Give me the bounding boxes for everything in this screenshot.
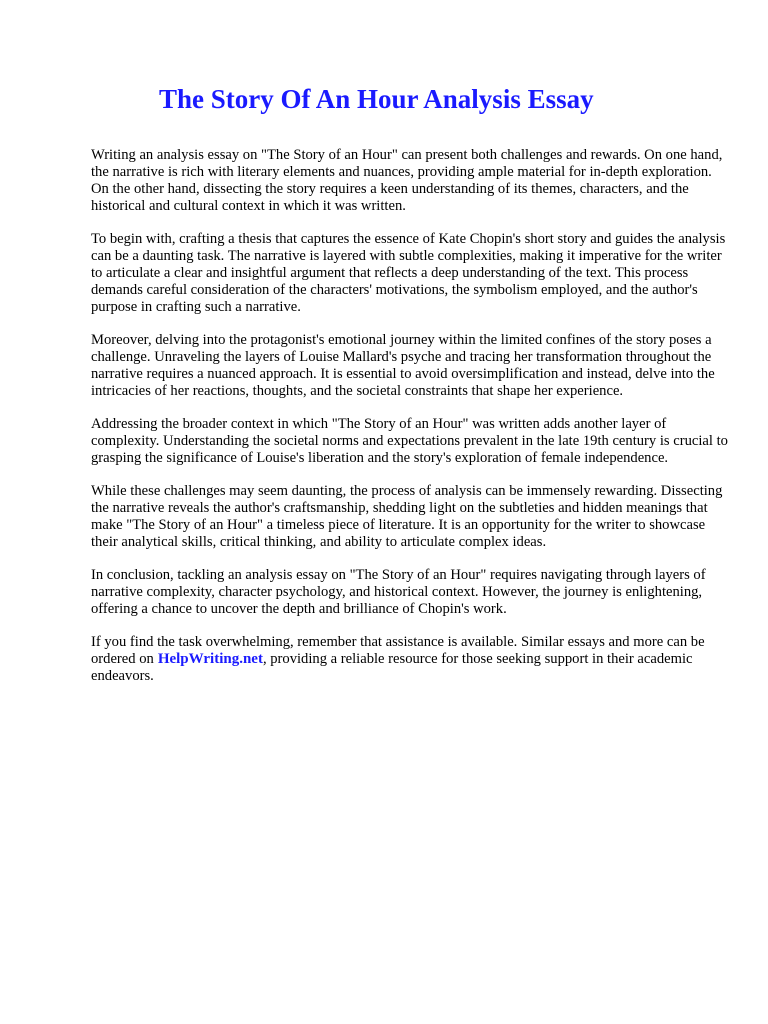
paragraph-1: Writing an analysis essay on "The Story of an Hour" can present both challenges and rewards. On one hand, the narrative is rich with literary elements and nuances, providing ample material for in-depth exploration. On the other hand, dissecting the story requires a keen understanding of its themes, characters, and the historical and cultural context in which it was written. xyxy=(91,147,723,214)
paragraph-4: Addressing the broader context in which "The Story of an Hour" was written adds another layer of complexity. Understanding the societal norms and expectations prevalent in the late 19th century is crucial to grasping the significance of Louise's liberation and the story's exploration of female independence. xyxy=(91,416,728,466)
closing-paragraph xyxy=(91,634,731,685)
closing-text-before-link: If you find the task overwhelming, remember that assistance is available. Similar essays and more can be ordered on xyxy=(91,634,705,667)
paragraph-5: While these challenges may seem daunting, the process of analysis can be immensely rewarding. Dissecting the narrative reveals the author's craftsmanship, shedding light on the subtleties and hidden meanings that make "The Story of an Hour" a timeless piece of literature. It is an opportunity for the writer to showcase their analytical skills, critical thinking, and ability to articulate complex ideas. xyxy=(91,483,723,550)
essay-body xyxy=(91,147,731,685)
page-title: The Story Of An Hour Analysis Essay xyxy=(159,84,594,114)
paragraph-2: To begin with, crafting a thesis that captures the essence of Kate Chopin's short story and guides the analysis can be a daunting task. The narrative is layered with subtle complexities, making it imperative for the writer to articulate a clear and insightful argument that reflects a deep understanding of the text. This process demands careful consideration of the characters' motivations, the symbolism employed, and the author's purpose in crafting such a narrative. xyxy=(91,231,726,315)
paragraph-6: In conclusion, tackling an analysis essay on "The Story of an Hour" requires navigating through layers of narrative complexity, character psychology, and historical context. However, the journey is enlightening, offering a chance to uncover the depth and brilliance of Chopin's work. xyxy=(91,567,706,617)
paragraph-3: Moreover, delving into the protagonist's emotional journey within the limited confines of the story poses a challenge. Unraveling the layers of Louise Mallard's psyche and tracing her transformation throughout the narrative requires a nuanced approach. It is essential to avoid oversimplification and instead, delve into the intricacies of her reactions, thoughts, and the societal constraints that shape her experience. xyxy=(91,332,715,399)
helpwriting-link[interactable]: HelpWriting.net xyxy=(157,651,263,667)
closing-text-after-link: , providing a reliable resource for those seeking support in their academic endeavors. xyxy=(91,651,693,684)
